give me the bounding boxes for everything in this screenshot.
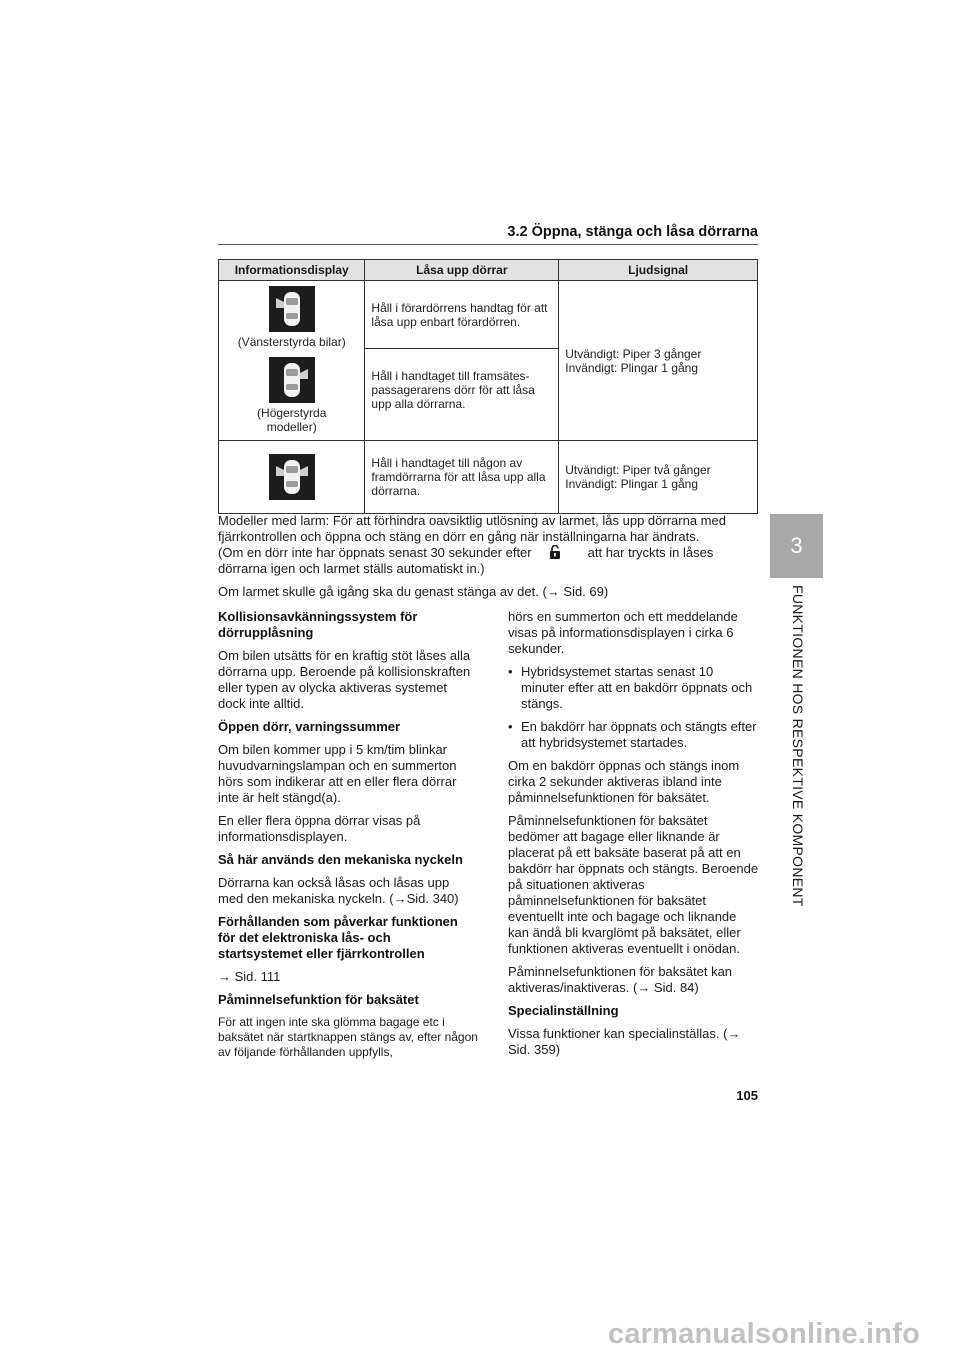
section-heading: Så här används den mekaniska nyckeln [218,852,463,867]
table-header-row [219,260,758,281]
list-item [508,719,760,751]
unlock-cell [365,281,559,349]
paragraph: Om bilen utsätts för en kraftig stöt låses alla dörrarna upp. Beroende på kollisionskraften eller typen av olycka aktiveras systemet dock inte alltid. [218,648,471,711]
display-caption: (Högerstyrda modeller) [257,406,327,434]
alarm-text: att har tryckts in låses dörrarna igen och larmet ställs automatiskt in.) [218,545,714,576]
unlock-cell [365,348,559,440]
info-table [218,259,758,514]
column-header: Låsa upp dörrar [365,260,559,281]
page-number: 105 [736,1088,758,1103]
car-both-doors-icon [269,454,315,500]
paragraph: → Sid. 111 [218,969,281,984]
section-heading: Specialinställning [508,1003,619,1018]
signal-text: Utvändigt: Piper 3 gånger Invändigt: Plingar 1 gång [565,346,702,375]
list-item-text: Hybridsystemet startas senast 10 minuter efter att en bakdörr öppnats och stängs. [521,664,753,711]
column-header: Informationsdisplay [219,260,365,281]
paragraph: En eller flera öppna dörrar visas på informationsdisplayen. [218,813,421,844]
section-header: 3.2 Öppna, stänga och låsa dörrarna [507,224,758,240]
alarm-text: (Om en dörr inte har öppnats senast 30 sekunder efter [218,545,532,560]
paragraph: För att ingen inte ska glömma bagage etc i baksätet när startknappen stängs av, efter någon av följande förhållanden uppfylls, [218,1015,478,1059]
list-item-text: En bakdörr har öppnats och stängts efter att hybridsystemet startades. [521,719,757,750]
paragraph: Påminnelsefunktionen för baksätet bedömer att bagage eller liknande är placerat på ett baksäte baserat på att en bakdörr har öppnats och stängts. Beroende på situationen aktiveras påminnelsefunktionen för baksätet eventuellt inte och bagage och liknande kan ändå bli kvarglömt på baksätet, eller funktionen aktiveras eventuellt i onödan. [508,813,759,956]
list-item [508,664,760,712]
alarm-text: Modeller med larm: För att förhindra oavsiktlig utlösning av larmet, lås upp dörrarna med fjärrkontrollen och öppna och stäng en dörr en gång när inställningarna har ändrats. [218,513,726,544]
watermark: carmanualsonline.info [608,1318,920,1350]
bullet-mark: • [508,719,513,734]
chapter-tab: 3 [770,514,823,578]
chapter-title: FUNKTIONEN HOS RESPEKTIVE KOMPONENT [790,585,806,907]
paragraph: Påminnelsefunktionen för baksätet kan aktiveras/inaktiveras. (→ Sid. 84) [508,964,733,995]
section-heading: Påminnelsefunktion för baksätet [218,992,419,1007]
alarm-text: Om larmet skulle gå igång ska du genast stänga av det. (→ Sid. 69) [218,584,609,599]
car-driver-door-icon [269,286,315,332]
left-column [218,609,478,1067]
display-cell [219,441,365,514]
table-row [219,441,758,514]
section-heading: Öppen dörr, varningssummer [218,719,401,734]
signal-cell [559,281,758,441]
paragraph: Om bilen kommer upp i 5 km/tim blinkar huvudvarningslampan och en summerton hörs som indikerar att en eller flera dörrar inte är helt stängd(a). [218,742,457,805]
signal-text: Utvändigt: Piper två gånger Invändigt: Plingar 1 gång [565,463,711,491]
section-heading: Kollisionsavkänningssystem för dörrupplåsning [218,609,418,640]
car-passenger-door-icon [269,357,315,403]
alarm-note [218,513,763,607]
paragraph: hörs en summerton och ett meddelande visas på informationsdisplayen i cirka 6 sekunder. [508,609,738,656]
section-heading: Förhållanden som påverkar funktionen för det elektroniska lås- och startsystemet eller fjärrkontrollen [218,914,458,961]
unlock-icon [548,545,562,559]
unlock-text: Håll i förardörrens handtag för att låsa upp enbart förardörren. [371,301,548,329]
bullet-mark: • [508,664,513,679]
unlock-text: Håll i handtaget till framsätes-passagerarens dörr för att låsa upp alla dörrarna. [371,368,535,411]
unlock-cell [365,441,559,514]
column-header: Ljudsignal [559,260,758,281]
table-row [219,281,758,349]
header-divider [218,244,758,245]
right-column [508,609,760,1065]
signal-cell [559,441,758,514]
paragraph: Vissa funktioner kan specialinställas. (→ Sid. 359) [508,1026,741,1057]
display-caption: (Vänsterstyrda bilar) [237,335,346,349]
display-cell [219,281,365,441]
unlock-text: Håll i handtaget till någon av framdörrarna för att låsa upp alla dörrarna. [371,456,546,498]
paragraph: Om en bakdörr öppnas och stängs inom cirka 2 sekunder aktiveras ibland inte påminnelsefunktionen för baksätet. [508,758,740,805]
paragraph: Dörrarna kan också låsas och låsas upp med den mekaniska nyckeln. (→Sid. 340) [218,875,459,906]
